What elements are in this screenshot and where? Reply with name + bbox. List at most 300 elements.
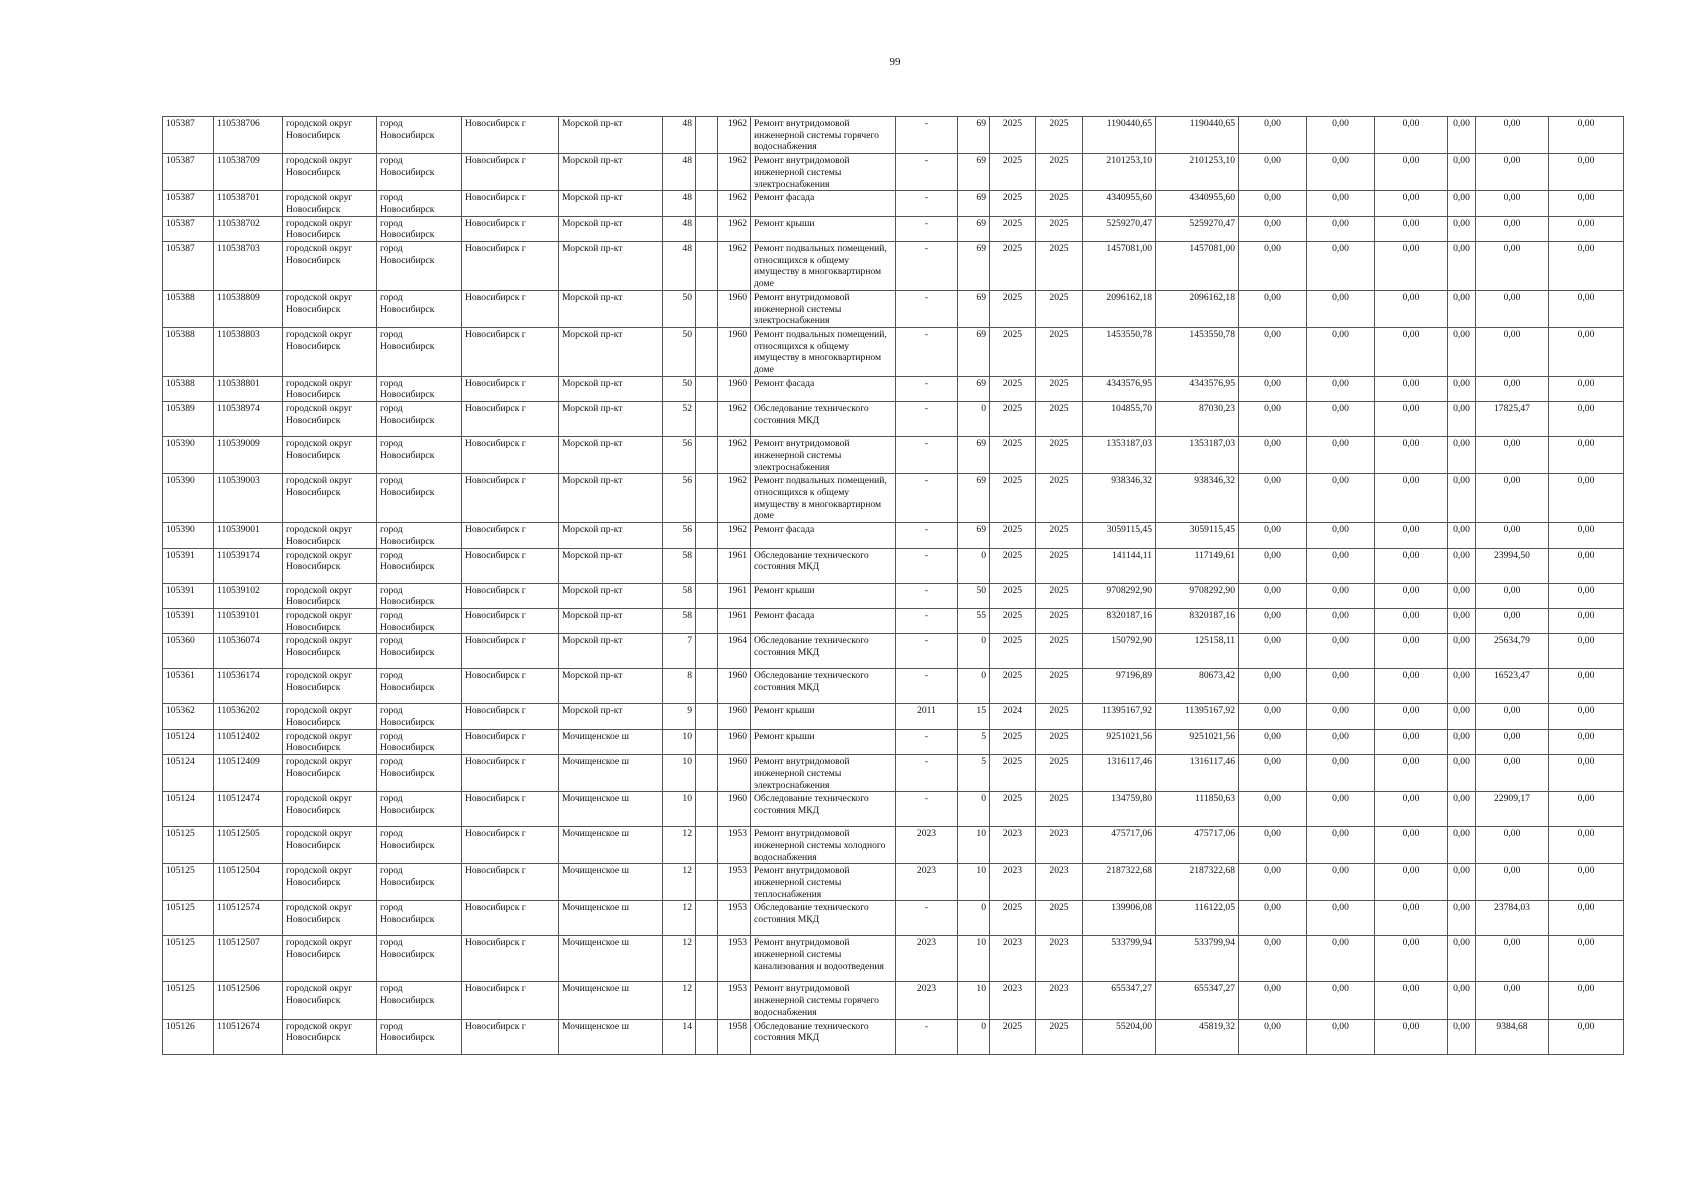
cell-other-funds: 0,00 [1448, 242, 1476, 291]
cell-plan-year-end: 2025 [1036, 376, 1083, 401]
cell-build-year: 1960 [718, 376, 751, 401]
cell-work-code: 110538801 [214, 376, 283, 401]
cell-last-repair-year: - [896, 290, 958, 327]
cell-last-repair-year: - [896, 755, 958, 792]
cell-work-code: 110512506 [214, 982, 283, 1019]
cell-work-code: 110538974 [214, 402, 283, 437]
cell-settlement: город Новосибирск [377, 548, 462, 583]
cell-local-funds: 0,00 [1375, 704, 1448, 729]
cell-local-funds: 0,00 [1375, 901, 1448, 936]
cell-federal-funds: 0,00 [1239, 792, 1307, 827]
cell-municipal-district: городской округ Новосибирск [283, 583, 377, 608]
cell-house-number: 56 [663, 437, 696, 474]
cell-street: Морской пр-кт [559, 704, 663, 729]
cell-street: Морской пр-кт [559, 474, 663, 523]
cell-build-year: 1960 [718, 704, 751, 729]
cell-plan-year-end: 2025 [1036, 191, 1083, 216]
cell-municipal-district: городской округ Новосибирск [283, 290, 377, 327]
cell-last-repair-year: - [896, 154, 958, 191]
table-row [163, 634, 1624, 669]
cell-settlement: город Новосибирск [377, 474, 462, 523]
cell-work-code: 110512402 [214, 729, 283, 754]
cell-build-year: 1962 [718, 154, 751, 191]
cell-last-repair-year: - [896, 523, 958, 548]
cell-work-type: Ремонт внутридомовой инженерной системы электроснабжения [751, 154, 896, 191]
cell-house-number: 12 [663, 827, 696, 864]
cell-other-funds: 0,00 [1448, 608, 1476, 633]
cell-house-code: 105125 [163, 982, 214, 1019]
cell-survey-funds: 0,00 [1476, 608, 1549, 633]
cell-house-code: 105390 [163, 523, 214, 548]
cell-total-cost: 1453550,78 [1083, 327, 1156, 376]
cell-owners-funds: 655347,27 [1156, 982, 1239, 1019]
cell-municipal-district: городской округ Новосибирск [283, 936, 377, 982]
cell-work-type: Ремонт подвальных помещений, относящихся к общему имуществу в многоквартирном доме [751, 242, 896, 291]
cell-wear-percent: 0 [958, 792, 990, 827]
table-row [163, 327, 1624, 376]
cell-settlement: город Новосибирск [377, 290, 462, 327]
cell-settlement: город Новосибирск [377, 982, 462, 1019]
cell-reserve-funds: 0,00 [1549, 936, 1624, 982]
cell-other-funds: 0,00 [1448, 154, 1476, 191]
cell-locality: Новосибирск г [462, 827, 559, 864]
cell-owners-funds: 11395167,92 [1156, 704, 1239, 729]
cell-work-type: Ремонт крыши [751, 704, 896, 729]
cell-survey-funds: 0,00 [1476, 216, 1549, 241]
table-row [163, 290, 1624, 327]
cell-house-number: 58 [663, 583, 696, 608]
table-row [163, 402, 1624, 437]
cell-street: Морской пр-кт [559, 634, 663, 669]
cell-plan-year-start: 2025 [990, 242, 1036, 291]
cell-house-number: 58 [663, 608, 696, 633]
cell-corpus [696, 117, 718, 154]
cell-house-number: 12 [663, 901, 696, 936]
cell-work-code: 110539101 [214, 608, 283, 633]
cell-municipal-district: городской округ Новосибирск [283, 376, 377, 401]
cell-plan-year-start: 2025 [990, 117, 1036, 154]
cell-other-funds: 0,00 [1448, 216, 1476, 241]
cell-plan-year-end: 2025 [1036, 117, 1083, 154]
cell-reserve-funds: 0,00 [1549, 437, 1624, 474]
cell-build-year: 1962 [718, 474, 751, 523]
cell-other-funds: 0,00 [1448, 901, 1476, 936]
cell-corpus [696, 523, 718, 548]
cell-house-code: 105362 [163, 704, 214, 729]
cell-plan-year-end: 2025 [1036, 634, 1083, 669]
cell-municipal-district: городской округ Новосибирск [283, 154, 377, 191]
cell-survey-funds: 23784,03 [1476, 901, 1549, 936]
cell-settlement: город Новосибирск [377, 376, 462, 401]
cell-reserve-funds: 0,00 [1549, 474, 1624, 523]
cell-corpus [696, 402, 718, 437]
cell-total-cost: 3059115,45 [1083, 523, 1156, 548]
cell-plan-year-start: 2023 [990, 864, 1036, 901]
cell-reserve-funds: 0,00 [1549, 1019, 1624, 1054]
cell-locality: Новосибирск г [462, 669, 559, 704]
cell-local-funds: 0,00 [1375, 191, 1448, 216]
cell-street: Морской пр-кт [559, 117, 663, 154]
cell-work-code: 110538706 [214, 117, 283, 154]
cell-plan-year-start: 2025 [990, 1019, 1036, 1054]
cell-owners-funds: 2101253,10 [1156, 154, 1239, 191]
cell-locality: Новосибирск г [462, 792, 559, 827]
cell-plan-year-start: 2025 [990, 474, 1036, 523]
cell-regional-funds: 0,00 [1307, 437, 1375, 474]
cell-house-number: 58 [663, 548, 696, 583]
cell-federal-funds: 0,00 [1239, 154, 1307, 191]
cell-reserve-funds: 0,00 [1549, 191, 1624, 216]
cell-corpus [696, 583, 718, 608]
cell-work-code: 110539001 [214, 523, 283, 548]
cell-house-code: 105125 [163, 827, 214, 864]
cell-local-funds: 0,00 [1375, 117, 1448, 154]
cell-municipal-district: городской округ Новосибирск [283, 901, 377, 936]
cell-plan-year-start: 2025 [990, 608, 1036, 633]
cell-street: Морской пр-кт [559, 437, 663, 474]
cell-locality: Новосибирск г [462, 216, 559, 241]
cell-settlement: город Новосибирск [377, 1019, 462, 1054]
cell-locality: Новосибирск г [462, 523, 559, 548]
cell-work-type: Ремонт внутридомовой инженерной системы электроснабжения [751, 755, 896, 792]
cell-plan-year-start: 2025 [990, 634, 1036, 669]
cell-plan-year-start: 2023 [990, 936, 1036, 982]
cell-house-number: 48 [663, 117, 696, 154]
cell-build-year: 1960 [718, 729, 751, 754]
cell-corpus [696, 474, 718, 523]
cell-owners-funds: 1457081,00 [1156, 242, 1239, 291]
cell-wear-percent: 10 [958, 982, 990, 1019]
cell-last-repair-year: - [896, 117, 958, 154]
cell-corpus [696, 792, 718, 827]
cell-plan-year-end: 2025 [1036, 154, 1083, 191]
cell-work-type: Ремонт внутридомовой инженерной системы теплоснабжения [751, 864, 896, 901]
cell-other-funds: 0,00 [1448, 936, 1476, 982]
cell-work-code: 110538809 [214, 290, 283, 327]
cell-total-cost: 97196,89 [1083, 669, 1156, 704]
cell-house-number: 48 [663, 191, 696, 216]
cell-street: Мочищенское ш [559, 936, 663, 982]
cell-build-year: 1961 [718, 608, 751, 633]
cell-locality: Новосибирск г [462, 634, 559, 669]
cell-regional-funds: 0,00 [1307, 191, 1375, 216]
cell-settlement: город Новосибирск [377, 729, 462, 754]
cell-build-year: 1962 [718, 523, 751, 548]
cell-locality: Новосибирск г [462, 402, 559, 437]
cell-reserve-funds: 0,00 [1549, 827, 1624, 864]
cell-municipal-district: городской округ Новосибирск [283, 864, 377, 901]
cell-settlement: город Новосибирск [377, 583, 462, 608]
cell-house-number: 48 [663, 242, 696, 291]
cell-last-repair-year: - [896, 608, 958, 633]
cell-corpus [696, 755, 718, 792]
cell-plan-year-end: 2025 [1036, 792, 1083, 827]
table-row [163, 1019, 1624, 1054]
cell-corpus [696, 936, 718, 982]
cell-regional-funds: 0,00 [1307, 634, 1375, 669]
cell-other-funds: 0,00 [1448, 548, 1476, 583]
cell-street: Мочищенское ш [559, 901, 663, 936]
table-row [163, 191, 1624, 216]
cell-owners-funds: 5259270,47 [1156, 216, 1239, 241]
cell-work-code: 110536202 [214, 704, 283, 729]
cell-last-repair-year: - [896, 548, 958, 583]
cell-work-code: 110538701 [214, 191, 283, 216]
cell-locality: Новосибирск г [462, 327, 559, 376]
cell-owners-funds: 4343576,95 [1156, 376, 1239, 401]
cell-municipal-district: городской округ Новосибирск [283, 729, 377, 754]
cell-build-year: 1960 [718, 327, 751, 376]
cell-street: Мочищенское ш [559, 864, 663, 901]
cell-plan-year-start: 2025 [990, 327, 1036, 376]
table-row [163, 154, 1624, 191]
cell-street: Морской пр-кт [559, 583, 663, 608]
cell-municipal-district: городской округ Новосибирск [283, 634, 377, 669]
cell-plan-year-start: 2025 [990, 548, 1036, 583]
cell-plan-year-end: 2025 [1036, 437, 1083, 474]
cell-wear-percent: 10 [958, 827, 990, 864]
cell-build-year: 1953 [718, 827, 751, 864]
cell-survey-funds: 0,00 [1476, 583, 1549, 608]
cell-local-funds: 0,00 [1375, 548, 1448, 583]
cell-total-cost: 134759,80 [1083, 792, 1156, 827]
cell-build-year: 1953 [718, 864, 751, 901]
cell-local-funds: 0,00 [1375, 290, 1448, 327]
cell-plan-year-end: 2025 [1036, 290, 1083, 327]
table-row [163, 216, 1624, 241]
cell-locality: Новосибирск г [462, 864, 559, 901]
cell-regional-funds: 0,00 [1307, 216, 1375, 241]
cell-house-code: 105126 [163, 1019, 214, 1054]
cell-municipal-district: городской округ Новосибирск [283, 327, 377, 376]
cell-reserve-funds: 0,00 [1549, 982, 1624, 1019]
cell-regional-funds: 0,00 [1307, 982, 1375, 1019]
cell-reserve-funds: 0,00 [1549, 901, 1624, 936]
cell-work-code: 110538709 [214, 154, 283, 191]
cell-corpus [696, 608, 718, 633]
cell-federal-funds: 0,00 [1239, 704, 1307, 729]
cell-survey-funds: 0,00 [1476, 437, 1549, 474]
cell-settlement: город Новосибирск [377, 242, 462, 291]
cell-total-cost: 2101253,10 [1083, 154, 1156, 191]
cell-house-code: 105388 [163, 327, 214, 376]
cell-house-code: 105390 [163, 474, 214, 523]
cell-owners-funds: 125158,11 [1156, 634, 1239, 669]
cell-street: Мочищенское ш [559, 1019, 663, 1054]
cell-plan-year-end: 2025 [1036, 669, 1083, 704]
cell-owners-funds: 2187322,68 [1156, 864, 1239, 901]
cell-settlement: город Новосибирск [377, 936, 462, 982]
cell-local-funds: 0,00 [1375, 792, 1448, 827]
cell-last-repair-year: 2023 [896, 864, 958, 901]
cell-total-cost: 1190440,65 [1083, 117, 1156, 154]
cell-survey-funds: 23994,50 [1476, 548, 1549, 583]
cell-locality: Новосибирск г [462, 583, 559, 608]
cell-federal-funds: 0,00 [1239, 191, 1307, 216]
cell-wear-percent: 0 [958, 1019, 990, 1054]
table-row [163, 669, 1624, 704]
cell-work-type: Ремонт внутридомовой инженерной системы холодного водоснабжения [751, 827, 896, 864]
cell-settlement: город Новосибирск [377, 864, 462, 901]
cell-wear-percent: 69 [958, 191, 990, 216]
cell-plan-year-end: 2023 [1036, 936, 1083, 982]
cell-other-funds: 0,00 [1448, 290, 1476, 327]
cell-locality: Новосибирск г [462, 117, 559, 154]
cell-federal-funds: 0,00 [1239, 402, 1307, 437]
cell-house-number: 48 [663, 216, 696, 241]
cell-regional-funds: 0,00 [1307, 327, 1375, 376]
cell-survey-funds: 17825,47 [1476, 402, 1549, 437]
cell-other-funds: 0,00 [1448, 583, 1476, 608]
capital-repair-table [162, 116, 1624, 1055]
cell-house-number: 10 [663, 755, 696, 792]
cell-regional-funds: 0,00 [1307, 704, 1375, 729]
cell-plan-year-end: 2025 [1036, 327, 1083, 376]
cell-house-number: 52 [663, 402, 696, 437]
cell-build-year: 1960 [718, 792, 751, 827]
cell-owners-funds: 1190440,65 [1156, 117, 1239, 154]
cell-work-type: Ремонт крыши [751, 216, 896, 241]
cell-reserve-funds: 0,00 [1549, 704, 1624, 729]
cell-municipal-district: городской округ Новосибирск [283, 669, 377, 704]
cell-owners-funds: 9251021,56 [1156, 729, 1239, 754]
cell-owners-funds: 4340955,60 [1156, 191, 1239, 216]
cell-last-repair-year: - [896, 376, 958, 401]
cell-street: Морской пр-кт [559, 608, 663, 633]
cell-corpus [696, 901, 718, 936]
cell-wear-percent: 69 [958, 154, 990, 191]
cell-wear-percent: 0 [958, 402, 990, 437]
cell-regional-funds: 0,00 [1307, 474, 1375, 523]
cell-other-funds: 0,00 [1448, 402, 1476, 437]
cell-house-code: 105361 [163, 669, 214, 704]
cell-federal-funds: 0,00 [1239, 729, 1307, 754]
cell-work-type: Обследование технического состояния МКД [751, 402, 896, 437]
cell-wear-percent: 15 [958, 704, 990, 729]
cell-settlement: город Новосибирск [377, 402, 462, 437]
cell-total-cost: 8320187,16 [1083, 608, 1156, 633]
cell-owners-funds: 9708292,90 [1156, 583, 1239, 608]
cell-corpus [696, 548, 718, 583]
cell-corpus [696, 437, 718, 474]
cell-survey-funds: 0,00 [1476, 827, 1549, 864]
cell-survey-funds: 0,00 [1476, 864, 1549, 901]
table-row [163, 583, 1624, 608]
cell-locality: Новосибирск г [462, 704, 559, 729]
cell-corpus [696, 704, 718, 729]
cell-house-number: 56 [663, 474, 696, 523]
cell-wear-percent: 5 [958, 729, 990, 754]
cell-locality: Новосибирск г [462, 290, 559, 327]
cell-street: Морской пр-кт [559, 290, 663, 327]
cell-build-year: 1953 [718, 901, 751, 936]
cell-regional-funds: 0,00 [1307, 901, 1375, 936]
cell-other-funds: 0,00 [1448, 982, 1476, 1019]
cell-reserve-funds: 0,00 [1549, 608, 1624, 633]
cell-reserve-funds: 0,00 [1549, 864, 1624, 901]
cell-wear-percent: 10 [958, 936, 990, 982]
cell-federal-funds: 0,00 [1239, 755, 1307, 792]
cell-corpus [696, 729, 718, 754]
cell-wear-percent: 50 [958, 583, 990, 608]
cell-house-number: 12 [663, 982, 696, 1019]
cell-municipal-district: городской округ Новосибирск [283, 216, 377, 241]
cell-municipal-district: городской округ Новосибирск [283, 755, 377, 792]
cell-local-funds: 0,00 [1375, 755, 1448, 792]
cell-reserve-funds: 0,00 [1549, 523, 1624, 548]
table-row [163, 437, 1624, 474]
table-row [163, 704, 1624, 729]
cell-reserve-funds: 0,00 [1549, 154, 1624, 191]
cell-work-type: Ремонт фасада [751, 376, 896, 401]
cell-house-code: 105389 [163, 402, 214, 437]
cell-federal-funds: 0,00 [1239, 827, 1307, 864]
cell-federal-funds: 0,00 [1239, 936, 1307, 982]
cell-wear-percent: 0 [958, 901, 990, 936]
cell-work-type: Обследование технического состояния МКД [751, 634, 896, 669]
cell-total-cost: 938346,32 [1083, 474, 1156, 523]
cell-reserve-funds: 0,00 [1549, 729, 1624, 754]
cell-other-funds: 0,00 [1448, 755, 1476, 792]
cell-regional-funds: 0,00 [1307, 936, 1375, 982]
table-row [163, 729, 1624, 754]
cell-federal-funds: 0,00 [1239, 669, 1307, 704]
table-row [163, 901, 1624, 936]
cell-plan-year-start: 2025 [990, 402, 1036, 437]
cell-plan-year-start: 2025 [990, 290, 1036, 327]
cell-survey-funds: 22909,17 [1476, 792, 1549, 827]
cell-other-funds: 0,00 [1448, 792, 1476, 827]
cell-total-cost: 9251021,56 [1083, 729, 1156, 754]
cell-settlement: город Новосибирск [377, 792, 462, 827]
cell-wear-percent: 69 [958, 242, 990, 291]
cell-house-code: 105391 [163, 608, 214, 633]
cell-municipal-district: городской округ Новосибирск [283, 191, 377, 216]
cell-corpus [696, 327, 718, 376]
cell-house-code: 105390 [163, 437, 214, 474]
cell-regional-funds: 0,00 [1307, 755, 1375, 792]
cell-locality: Новосибирск г [462, 901, 559, 936]
cell-regional-funds: 0,00 [1307, 1019, 1375, 1054]
cell-total-cost: 11395167,92 [1083, 704, 1156, 729]
cell-plan-year-end: 2025 [1036, 523, 1083, 548]
cell-settlement: город Новосибирск [377, 608, 462, 633]
cell-reserve-funds: 0,00 [1549, 548, 1624, 583]
cell-plan-year-start: 2025 [990, 154, 1036, 191]
cell-settlement: город Новосибирск [377, 523, 462, 548]
cell-work-type: Обследование технического состояния МКД [751, 548, 896, 583]
table-row [163, 608, 1624, 633]
cell-settlement: город Новосибирск [377, 327, 462, 376]
cell-municipal-district: городской округ Новосибирск [283, 402, 377, 437]
cell-settlement: город Новосибирск [377, 216, 462, 241]
cell-regional-funds: 0,00 [1307, 864, 1375, 901]
cell-locality: Новосибирск г [462, 191, 559, 216]
cell-street: Морской пр-кт [559, 402, 663, 437]
cell-other-funds: 0,00 [1448, 704, 1476, 729]
cell-build-year: 1961 [718, 583, 751, 608]
cell-last-repair-year: 2023 [896, 982, 958, 1019]
cell-corpus [696, 376, 718, 401]
cell-work-code: 110512674 [214, 1019, 283, 1054]
cell-wear-percent: 69 [958, 474, 990, 523]
cell-build-year: 1953 [718, 982, 751, 1019]
cell-plan-year-start: 2023 [990, 827, 1036, 864]
cell-house-code: 105125 [163, 936, 214, 982]
cell-owners-funds: 3059115,45 [1156, 523, 1239, 548]
cell-reserve-funds: 0,00 [1549, 634, 1624, 669]
cell-wear-percent: 69 [958, 523, 990, 548]
